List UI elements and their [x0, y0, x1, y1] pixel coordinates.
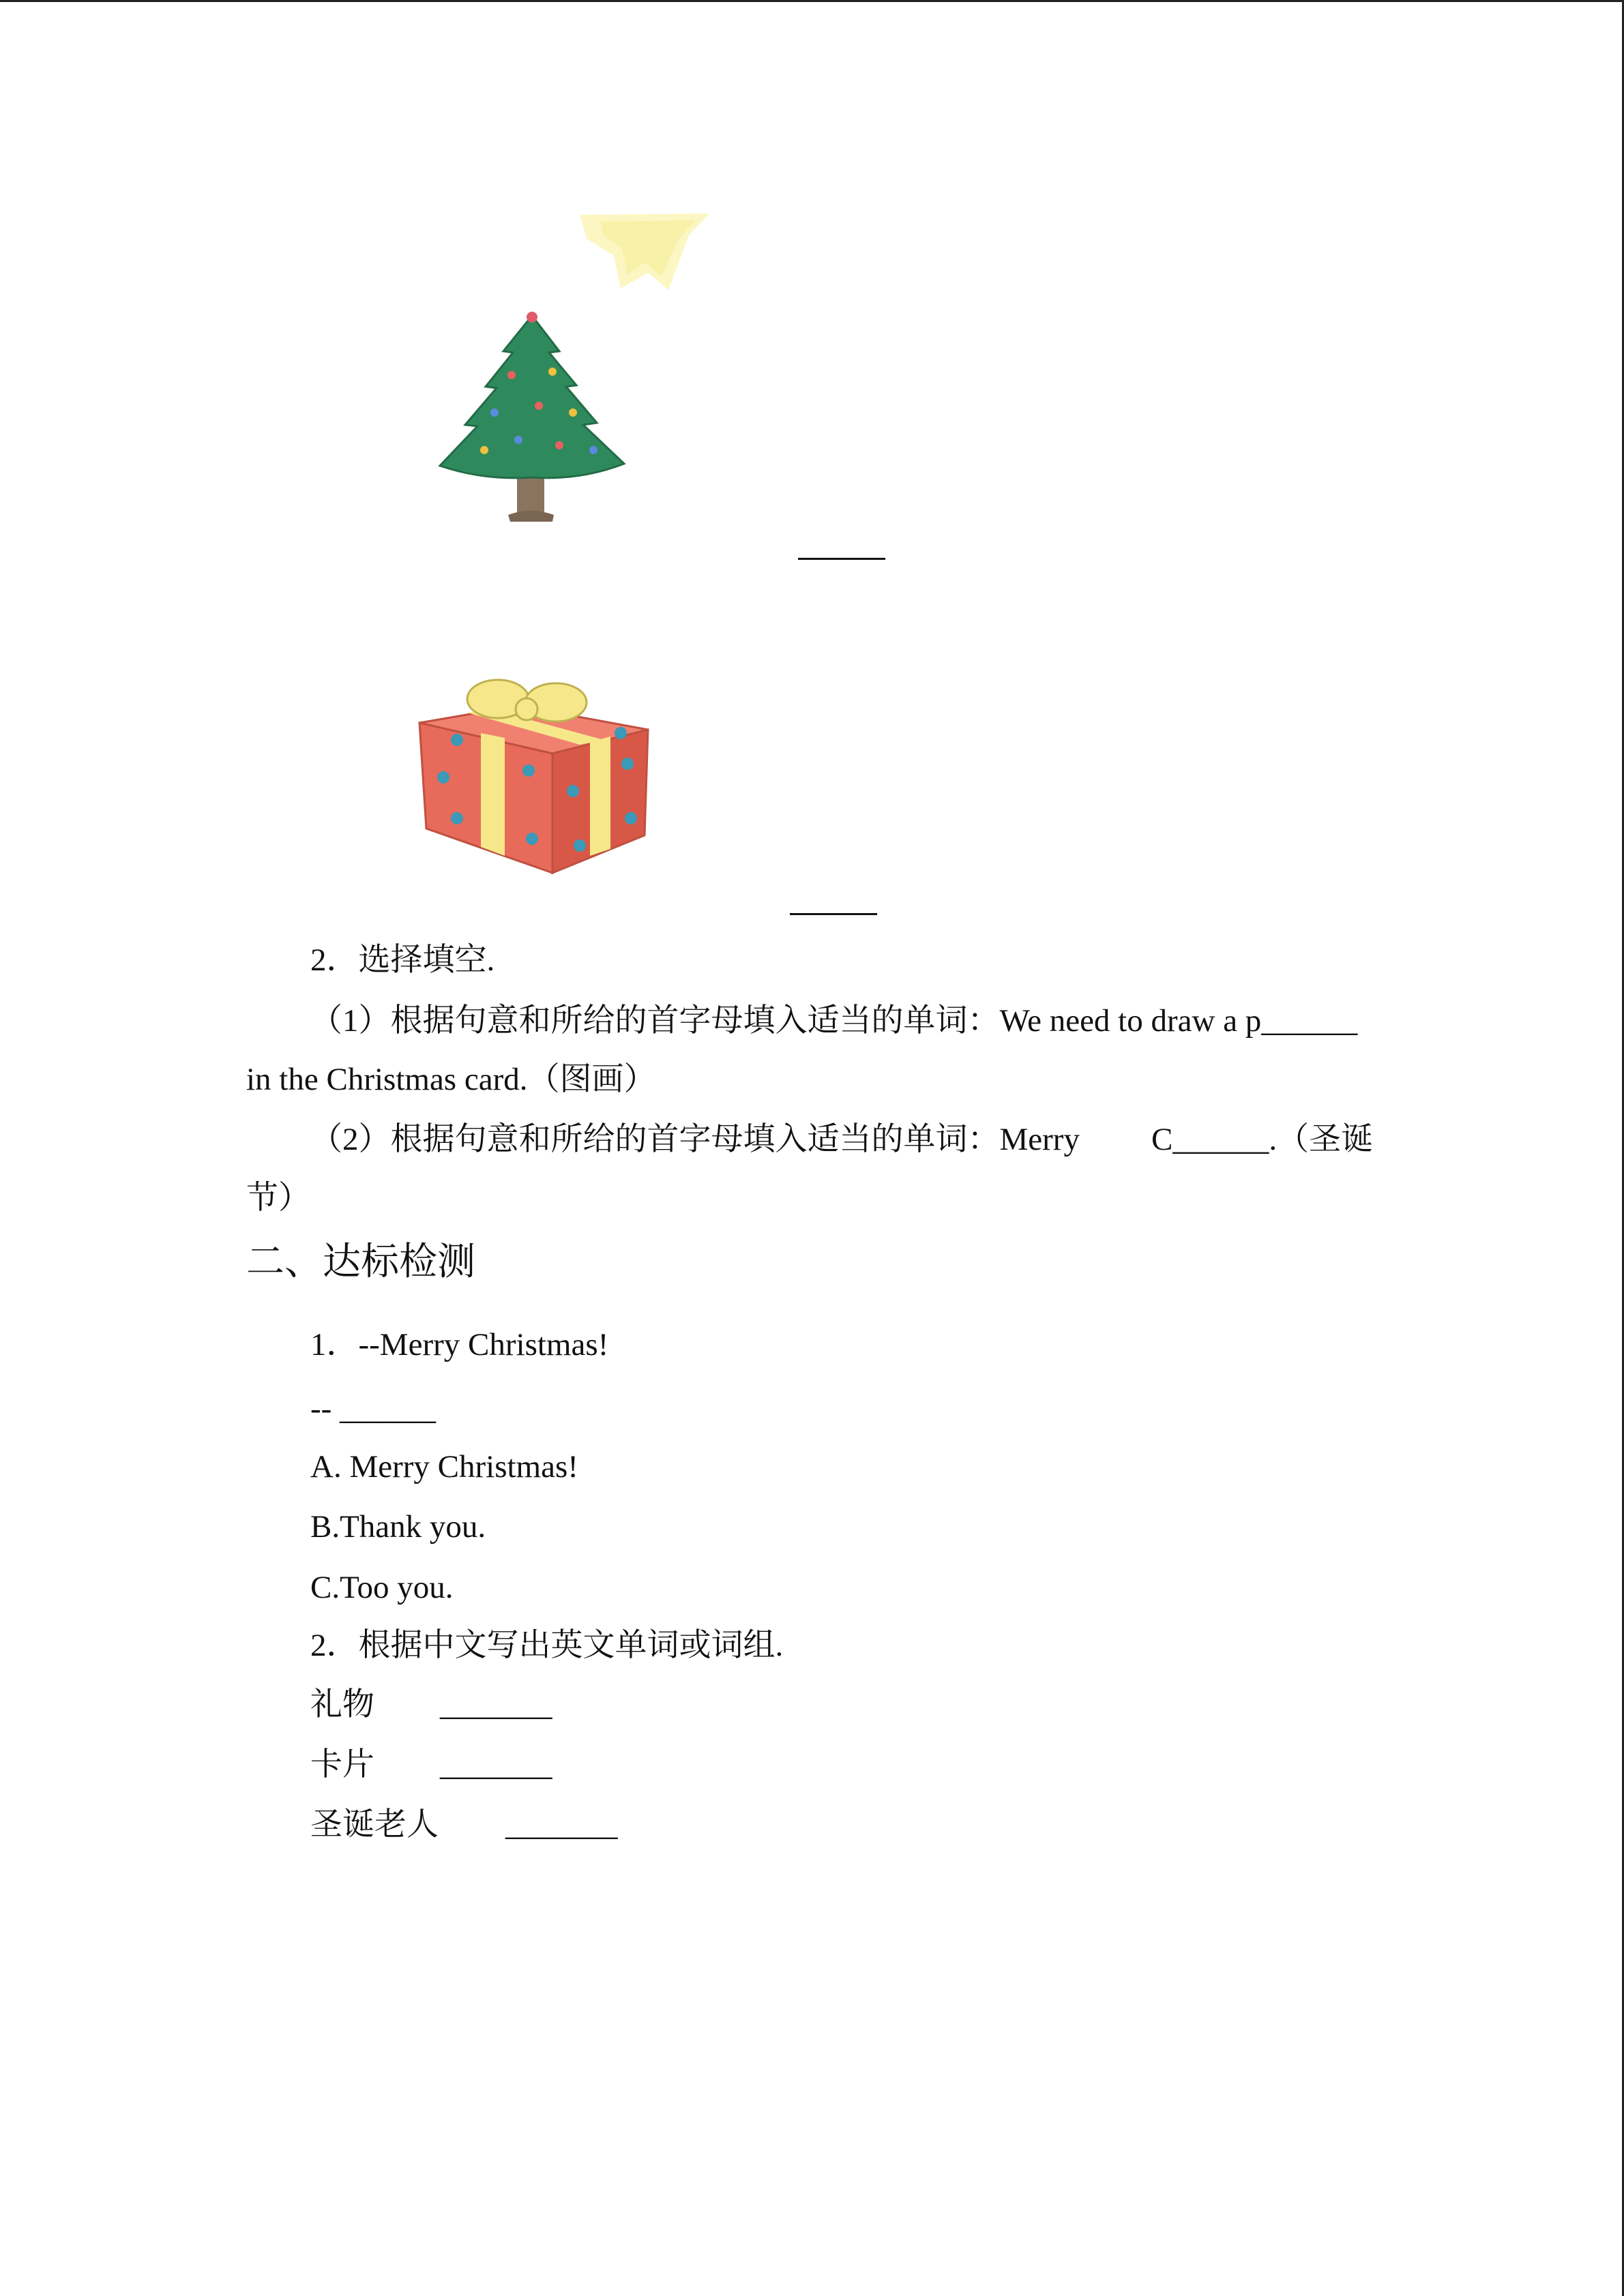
star-icon — [573, 208, 723, 297]
section-heading: 二、达标检测 — [246, 1240, 475, 1284]
vocab-cn-card: 卡片 — [310, 1747, 374, 1783]
answer-blank-line-2[interactable] — [790, 913, 877, 915]
christmas-tree-icon — [437, 310, 634, 528]
option-b[interactable]: B.Thank you. — [310, 1509, 486, 1545]
answer-blank-line-1[interactable] — [798, 558, 885, 560]
gift-box-icon — [416, 675, 655, 880]
question-2-title-section2: 2．根据中文写出英文单词或词组. — [310, 1628, 784, 1663]
question-2-1-line2: in the Christmas card.（图画） — [246, 1062, 656, 1097]
vocab-blank-santa[interactable]: _______ — [505, 1807, 618, 1843]
question-1-response[interactable]: -- ______ — [310, 1391, 437, 1427]
vocab-blank-card[interactable]: _______ — [440, 1747, 552, 1783]
question-2-2-line2: 节） — [246, 1180, 310, 1216]
option-c[interactable]: C.Too you. — [310, 1570, 454, 1605]
question-2-2-blank: C______.（圣诞 — [1151, 1122, 1374, 1157]
page-border-top — [0, 0, 1624, 2]
question-2-title: 2．选择填空. — [310, 942, 495, 978]
vocab-blank-gift[interactable]: _______ — [440, 1687, 552, 1723]
vocab-cn-gift: 礼物 — [310, 1687, 374, 1723]
question-2-2-line1: （2）根据句意和所给的首字母填入适当的单词：Merry — [310, 1122, 1080, 1157]
vocab-cn-santa: 圣诞老人 — [310, 1807, 439, 1843]
question-1-prompt: 1．--Merry Christmas! — [310, 1327, 609, 1362]
option-a[interactable]: A. Merry Christmas! — [310, 1449, 578, 1485]
question-2-1-line1: （1）根据句意和所给的首字母填入适当的单词：We need to draw a p______ — [310, 1003, 1358, 1039]
